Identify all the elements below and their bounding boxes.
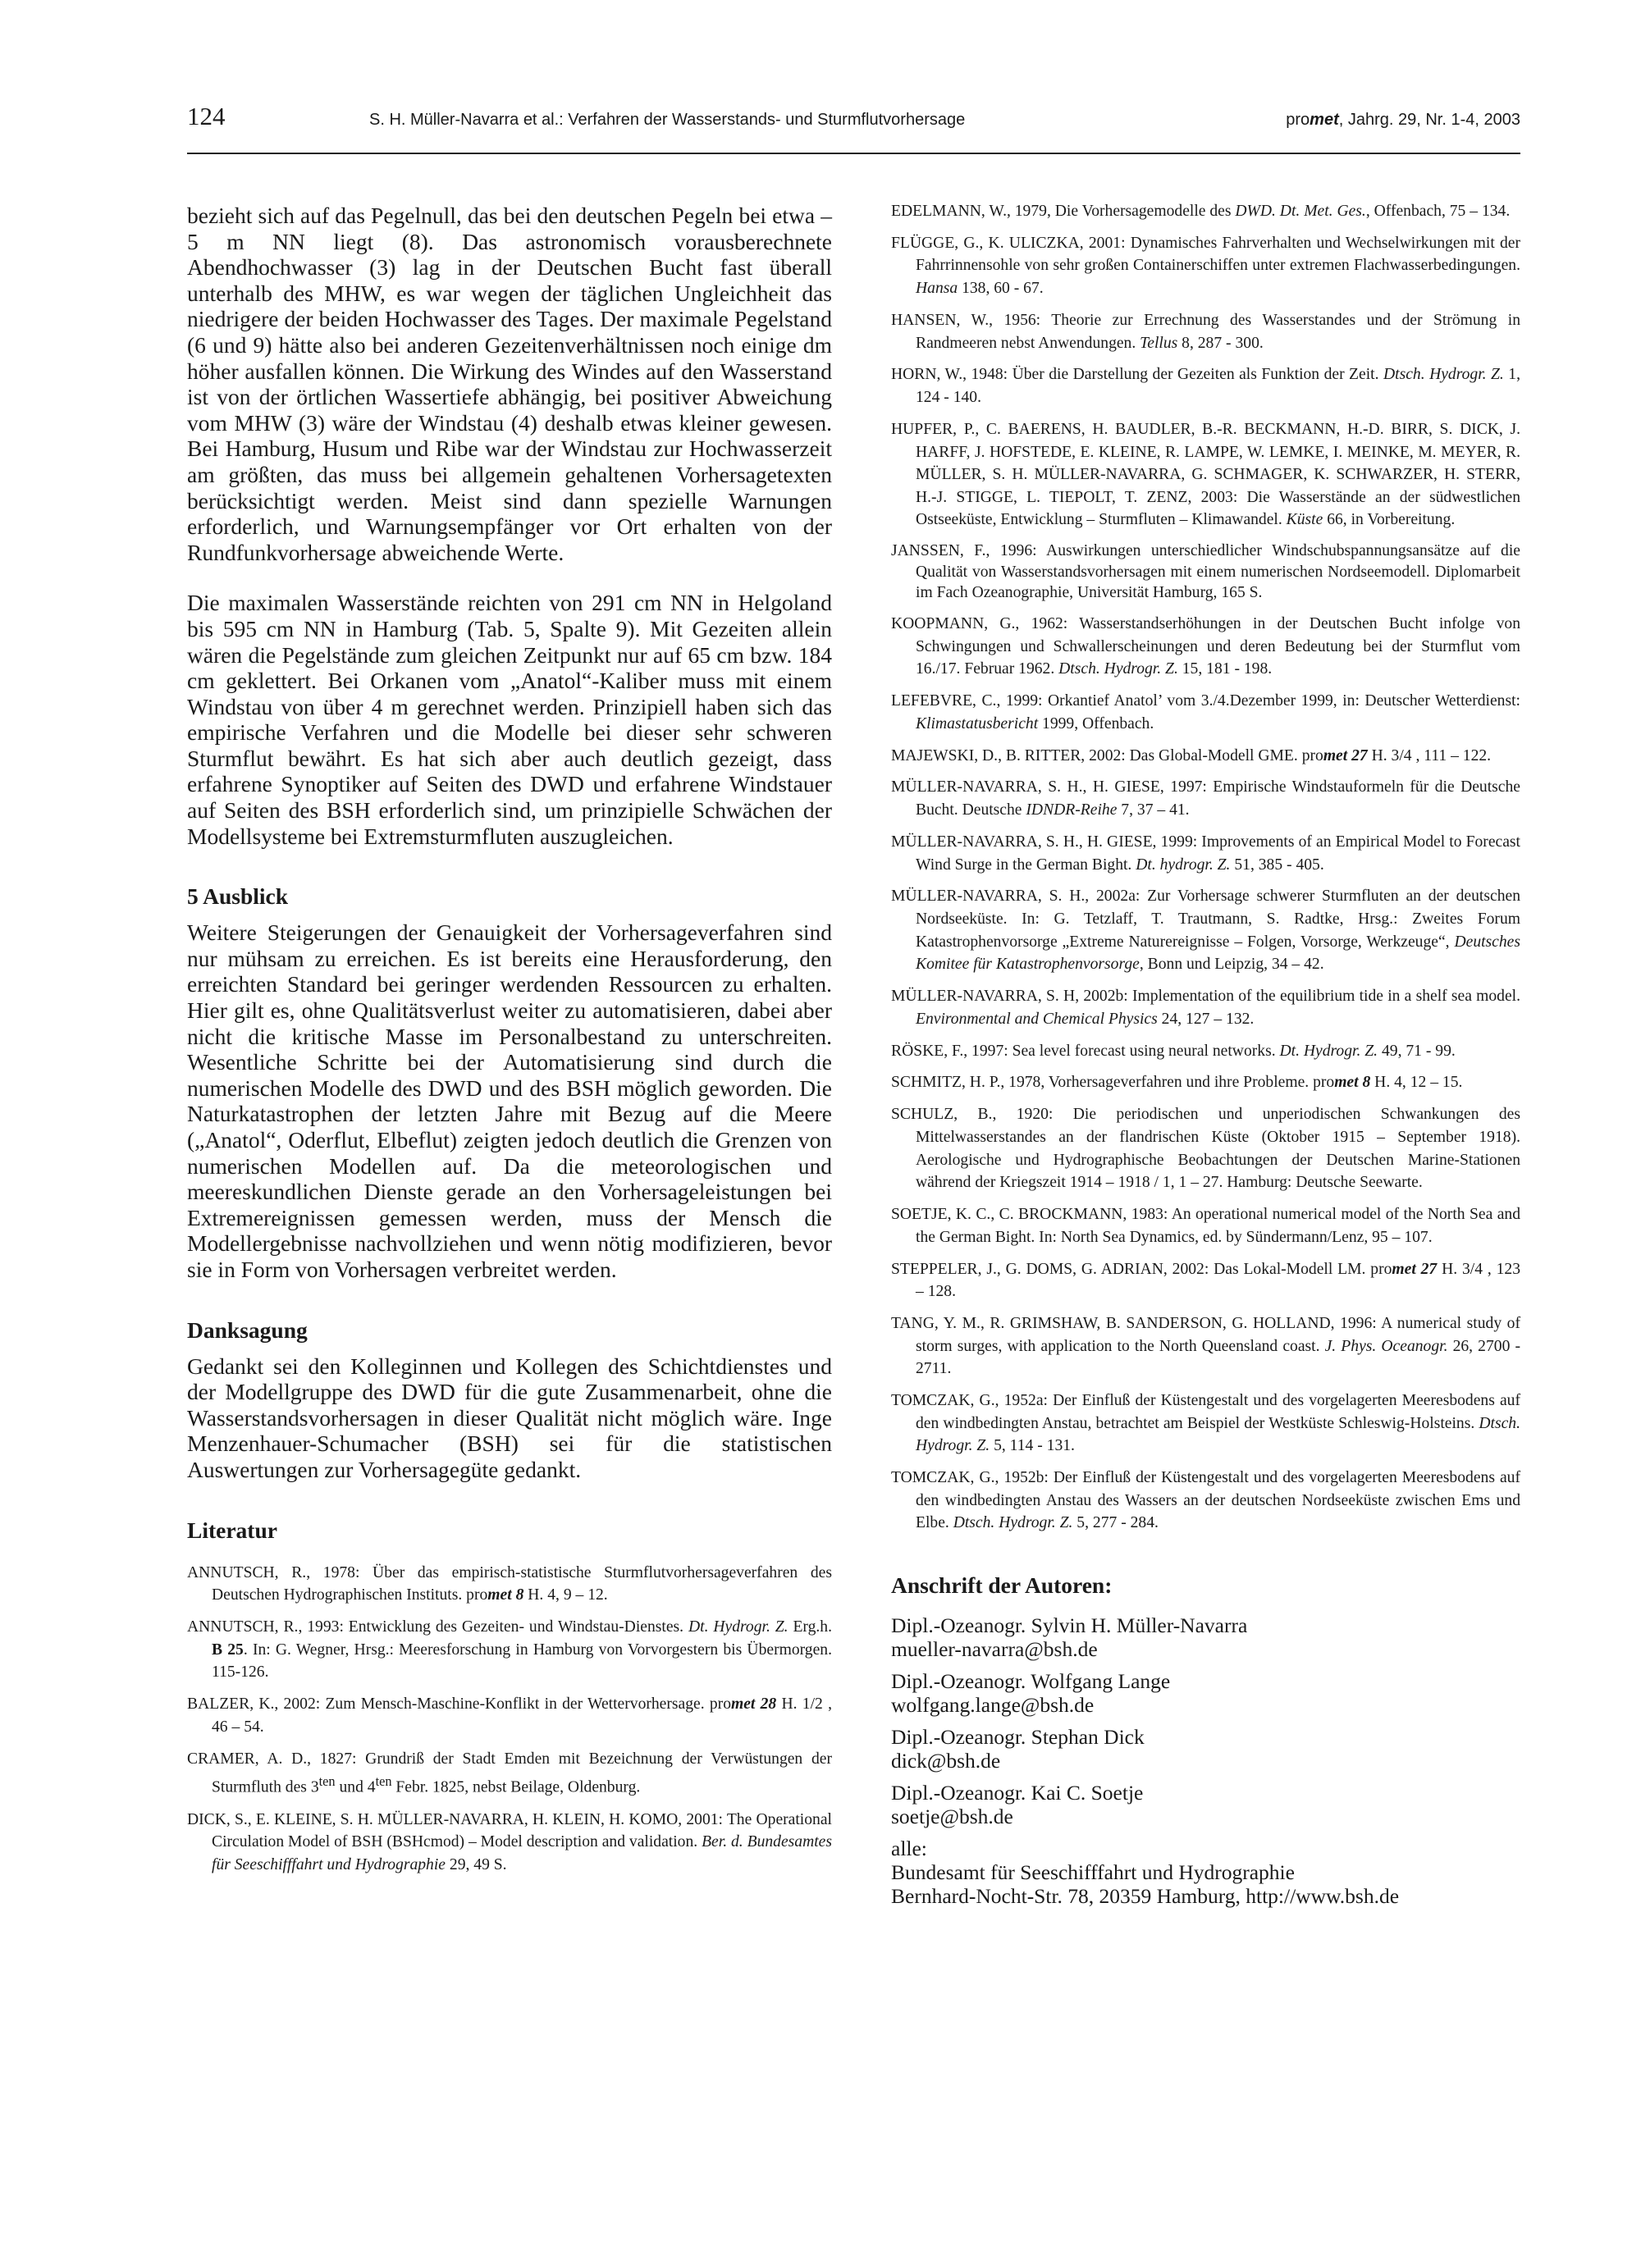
reference-entry: RÖSKE, F., 1997: Sea level forecast using neural networks. Dt. Hydrogr. Z. 49, 71 - 99.: [891, 1042, 1456, 1060]
section-heading-ausblick: 5 Ausblick: [187, 883, 289, 910]
reference-entry: ANNUTSCH, R., 1978: Über das empirisch-statistische Sturmflutvorhersageverfahren des Deutschen Hydrographischen Instituts. promet 8 H. 4, 9 – 12.: [187, 1563, 832, 1604]
reference-entry: SCHULZ, B., 1920: Die periodischen und unperiodischen Schwankungen des Mittelwasserstandes an der flandrischen Küste (Oktober 1915 – September 1918). Aerologische und Hydrographische Beobachtungen der Deutschen Marine-Stationen während der Kriegszeit 1914 – 1918 / 1, 1 – 27. Hamburg: Deutsche Seewarte.: [891, 1106, 1520, 1192]
reference-entry: JANSSEN, F., 1996: Auswirkungen unterschiedlicher Windschubspannungsansätze auf die Qualität von Wasserstandsvorhersagen mit einem numerischen Nordseemodell. Diplomarbeit im Fach Ozeanographie, Universität Hamburg, 165 S.: [891, 542, 1520, 602]
address-heading: Anschrift der Autoren:: [891, 1572, 1113, 1598]
page-number: 124: [187, 102, 226, 130]
journal-info: promet, Jahrg. 29, Nr. 1-4, 2003: [1286, 111, 1520, 129]
reference-entry: MÜLLER-NAVARRA, S. H., 2002a: Zur Vorhersage schwerer Sturmfluten an der deutschen Nordseeküste. In: G. Tetzlaff, T. Trautmann, S. Radtke, Hrsg.: Zweites Forum Katastrophenvorsorge „Extreme Naturereignisse – Folgen, Vorsorge, Werkzeuge“, Deutsches Komitee für Katastrophenvorsorge, Bonn und Leipzig, 34 – 42.: [891, 888, 1520, 974]
author-entry: [891, 1669, 1520, 1717]
reference-entry: KOOPMANN, G., 1962: Wasserstandserhöhungen in der Deutschen Bucht infolge von Schwingungen und Schwallerscheinungen und deren Bedeutung bei der Sturmflut vom 16./17. Februar 1962. Dtsch. Hydrogr. Z. 15, 181 - 198.: [891, 615, 1520, 678]
reference-entry: HANSEN, W., 1956: Theorie zur Errechnung des Wasserstandes und der Strömung in Randmeeren nebst Anwendungen. Tellus 8, 287 - 300.: [891, 311, 1520, 352]
reference-entry: ANNUTSCH, R., 1993: Entwicklung des Gezeiten- und Windstau-Dienstes. Dt. Hydrogr. Z. Erg.h. B 25. In: G. Wegner, Hrsg.: Meeresforschung in Hamburg von Vorvorgestern bis Übermorgen. 115-126.: [187, 1618, 832, 1682]
reference-entry: MÜLLER-NAVARRA, S. H, 2002b: Implementation of the equilibrium tide in a shelf sea model. Environmental and Chemical Physics 24, 127 – 132.: [891, 988, 1520, 1028]
author-entry: [891, 1781, 1520, 1828]
header-rule: [187, 153, 1520, 154]
right-column: [891, 200, 1520, 1916]
reference-entry: HORN, W., 1948: Über die Darstellung der Gezeiten als Funktion der Zeit. Dtsch. Hydrogr. Z. 1, 124 - 140.: [891, 366, 1520, 407]
institution-street: Bernhard-Nocht-Str. 78, 20359 Hamburg, http://www.bsh.de: [891, 1883, 1400, 1908]
reference-entry: MÜLLER-NAVARRA, S. H., H. GIESE, 1999: Improvements of an Empirical Model to Forecast Wind Surge in the German Bight. Dt. hydrogr. Z. 51, 385 - 405.: [891, 833, 1520, 874]
reference-entry: DICK, S., E. KLEINE, S. H. MÜLLER-NAVARRA, H. KLEIN, H. KOMO, 2001: The Operational Circulation Model of BSH (BSHcmod) – Model description and validation. Ber. d. Bundesamtes für Seeschifffahrt und Hydrographie 29, 49 S.: [187, 1810, 832, 1873]
author-email: mueller-navarra@bsh.de: [891, 1636, 1098, 1661]
reference-entry: TANG, Y. M., R. GRIMSHAW, B. SANDERSON, G. HOLLAND, 1996: A numerical study of storm surges, with application to the North Queensland coast. J. Phys. Oceanogr. 26, 2700 - 2711.: [891, 1315, 1520, 1378]
author-email: dick@bsh.de: [891, 1748, 1001, 1773]
reference-entry: SOETJE, K. C., C. BROCKMANN, 1983: An operational numerical model of the North Sea and the German Bight. In: North Sea Dynamics, ed. by Sündermann/Lenz, 95 – 107.: [891, 1206, 1520, 1246]
author-entry: [891, 1725, 1520, 1773]
institution-entry: [891, 1837, 1520, 1908]
reference-entry: TOMCZAK, G., 1952a: Der Einfluß der Küstengestalt und des vorgelagerten Meeresbodens auf den windbedingten Anstau, betrachtet am Beispiel der Westküste Schleswig-Holsteins. Dtsch. Hydrogr. Z. 5, 114 - 131.: [891, 1392, 1520, 1455]
author-name: Dipl.-Ozeanogr. Kai C. Soetje: [891, 1780, 1144, 1805]
reference-entry: HUPFER, P., C. BAERENS, H. BAUDLER, B.-R. BECKMANN, H.-D. BIRR, S. DICK, J. HARFF, J. HOFSTEDE, E. KLEINE, R. LAMPE, W. LEMKE, I. MEINKE, M. MEYER, R. MÜLLER, S. H. MÜLLER-NAVARRA, G. SCHMAGER, K. SCHWARZER, H. STERR, H.-J. STIGGE, L. TIEPOLT, T. ZENZ, 2003: Die Wasserstände an der südwestlichen Ostseeküste, Entwicklung – Sturmfluten – Klimawandel. Küste 66, in Vorbereitung.: [891, 420, 1520, 529]
reference-entry: FLÜGGE, G., K. ULICZKA, 2001: Dynamisches Fahrverhalten und Wechselwirkungen mit der Fahrrinnensohle von sehr großen Containerschiffen unter extremen Flachwasserbedingungen. Hansa 138, 60 - 67.: [891, 234, 1520, 298]
page-header: [187, 102, 1520, 135]
section-heading-danksagung: Danksagung: [187, 1317, 308, 1343]
reference-entry: BALZER, K., 2002: Zum Mensch-Maschine-Konflikt in der Wettervorhersage. promet 28 H. 1/2 , 46 – 54.: [187, 1695, 832, 1736]
reference-entry: MÜLLER-NAVARRA, S. H., H. GIESE, 1997: Empirische Windstauformeln für die Deutsche Bucht. Deutsche IDNDR-Reihe 7, 37 – 41.: [891, 778, 1520, 819]
reference-entry: STEPPELER, J., G. DOMS, G. ADRIAN, 2002: Das Lokal-Modell LM. promet 27 H. 3/4 , 123 – 128.: [891, 1260, 1521, 1301]
paragraph: Die maximalen Wasserstände reichten von 291 cm NN in Helgoland bis 595 cm NN in Hamburg (Tab. 5, Spalte 9). Mit Gezeiten allein wären die Pegelstände zum gleichen Zeitpunkt nur auf 65 cm bzw. 184 cm geklettert. Bei Orkanen vom „Anatol“-Kaliber muss mit einem Windstau von über 4 m gerechnet werden. Prinzipiell haben sich das empirische Verfahren und die Modelle bei dieser sehr schweren Sturmflut bewährt. Es hat sich aber auch deutlich gezeigt, dass erfahrene Synoptiker auf Seiten des DWD und erfahrene Windstauer auf Seiten des BSH erforderlich sind, um prinzipielle Schwächen der Modellsysteme bei Extremsturmfluten auszugleichen.: [187, 590, 832, 849]
reference-entry: MAJEWSKI, D., B. RITTER, 2002: Das Global-Modell GME. promet 27 H. 3/4 , 111 – 122.: [891, 746, 1492, 764]
author-email: soetje@bsh.de: [891, 1804, 1013, 1828]
author-address-block: [891, 1572, 1520, 1908]
running-title: S. H. Müller-Navarra et al.: Verfahren der Wasserstands- und Sturmflutvorhersage: [369, 111, 966, 129]
author-email: wolfgang.lange@bsh.de: [891, 1692, 1095, 1717]
left-column: [187, 203, 832, 1886]
author-name: Dipl.-Ozeanogr. Wolfgang Lange: [891, 1668, 1171, 1693]
paragraph: bezieht sich auf das Pegelnull, das bei den deutschen Pegeln bei etwa –5 m NN liegt (8). Das astronomisch vorausberechnete Abendhochwasser (3) lag in der Deutschen Bucht fast überall unterhalb des MHW, es war wegen der täglichen Ungleichheit das niedrigere der beiden Hochwasser des Tages. Der maximale Pegelstand (6 und 9) hätte also bei anderen Gezeitenverhältnissen noch einige dm höher ausfallen können. Die Wirkung des Windes auf den Wasserstand ist von der örtlichen Wassertiefe abhängig, bei positiver Abweichung vom MHW (3) wäre der Windstau (4) deshalb etwas kleiner gewesen. Bei Hamburg, Husum und Ribe war der Windstau zur Hochwasserzeit am größten, das muss bei allgemein gehaltenen Vorhersagetexten berücksichtigt werden. Meist sind dann spezielle Warnungen erforderlich, und Warnungsempfänger vor Ort erhalten von der Rundfunkvorhersage abweichende Werte.: [187, 203, 832, 565]
author-name: Dipl.-Ozeanogr. Stephan Dick: [891, 1724, 1145, 1749]
reference-entry: EDELMANN, W., 1979, Die Vorhersagemodelle des DWD. Dt. Met. Ges., Offenbach, 75 – 134.: [891, 203, 1511, 220]
paragraph: Gedankt sei den Kolleginnen und Kollegen des Schichtdienstes und der Modellgruppe des DWD für die gute Zusammenarbeit, ohne die Wasserstandsvorhersagen in dieser Qualität nicht möglich wäre. Inge Menzenhauer-Schumacher (BSH) sei für die statistischen Auswertungen zur Vorhersagegüte gedankt.: [187, 1353, 832, 1482]
reference-entry: CRAMER, A. D., 1827: Grundriß der Stadt Emden mit Bezeichnung der Verwüstungen der Sturmfluth des $3^{ten}$ und $4^{ten}$ Febr. 1825, nebst Beilage, Oldenburg.: [187, 1750, 832, 1796]
section-heading-literatur: Literatur: [187, 1517, 277, 1543]
author-name: Dipl.-Ozeanogr. Sylvin H. Müller-Navarra: [891, 1613, 1248, 1637]
paragraph: Weitere Steigerungen der Genauigkeit der Vorhersageverfahren sind nur mühsam zu erreichen. Es ist bereits eine Herausforderung, den erreichten Standard bei geringer werdenden Ressourcen zu erhalten. Hier gilt es, ohne Qualitätsverlust weiter zu automatisieren, dabei aber nicht die kritische Masse im Personalbestand zu unterschreiten. Wesentliche Schritte bei der Automatisierung sind durch die numerischen Modelle des DWD und des BSH möglich geworden. Die Naturkatastrophen der letzten Jahre mit Bezug auf die Meere („Anatol“, Oderflut, Elbeflut) zeigten jedoch deutlich die Grenzen von numerischen Modellen auf. Da die meteorologischen und meereskundlichen Dienste gerade an den Vorhersageleistungen bei Extremereignissen gemessen werden, muss der Mensch die Modellergebnisse nachvollziehen und wenn nötig modifizieren, bevor sie in Form von Vorhersagen verbreitet werden.: [187, 920, 832, 1282]
reference-entry: TOMCZAK, G., 1952b: Der Einfluß der Küstengestalt und des vorgelagerten Meeresbodens auf den windbedingten Anstau des Wassers an der deutschen Nordseeküste zwischen Ems und Elbe. Dtsch. Hydrogr. Z. 5, 277 - 284.: [891, 1469, 1520, 1532]
institution-name: Bundesamt für Seeschifffahrt und Hydrographie: [891, 1860, 1295, 1884]
reference-entry: SCHMITZ, H. P., 1978, Vorhersageverfahren und ihre Probleme. promet 8 H. 4, 12 – 15.: [891, 1074, 1463, 1092]
author-entry: [891, 1613, 1520, 1661]
all-label: alle:: [891, 1836, 927, 1860]
reference-entry: LEFEBVRE, C., 1999: Orkantief Anatol’ vom 3./4.Dezember 1999, in: Deutscher Wetterdienst: Klimastatusbericht 1999, Offenbach.: [891, 692, 1520, 732]
